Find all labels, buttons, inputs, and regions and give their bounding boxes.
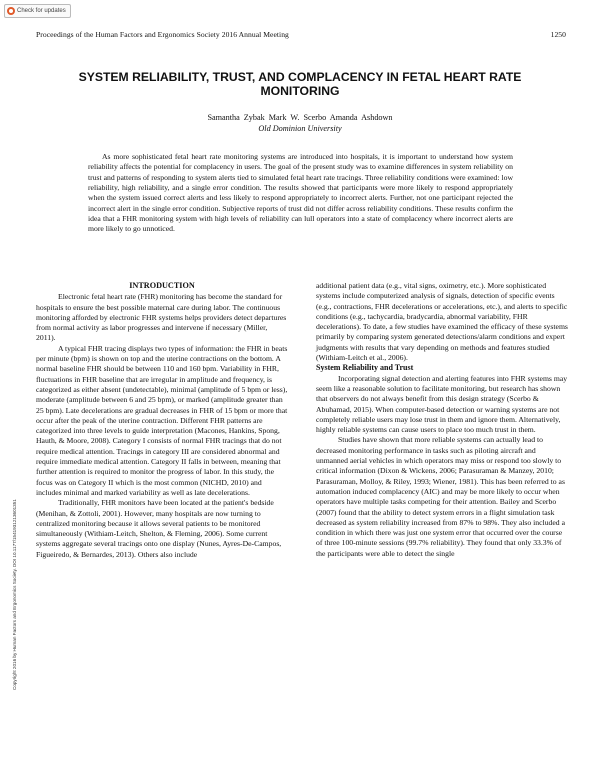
- section-heading-introduction: INTRODUCTION: [129, 281, 195, 290]
- copyright-text: Copyright 2016 by Human Factors and Ergonomics Society. DOI 10.1177/1541931213601351: [12, 499, 17, 690]
- right-paragraph-3: Studies have shown that more reliable systems can actually lead to decreased monitoring performance in tasks such as piloting aircraft and unmanned aerial vehicles in which operators may miss or respond too slowly to critical information (Dixon & Wickens, 2006; Parasuraman & Manzey, 2010; Parasuraman, Molloy, & Riley, 1993; Wiener, 1981). This has been referred to as automation induced complacency (AIC) and may be more likely to occur when operators have multiple tasks competing for their attention. Bailey and Scerbo (2007) found that the ability to detect system errors in a flight simulation task decreased as system reliability increased from 87% to 98%. They also included a condition in which there was just one system error that occurred over the course of three 100-minute sessions (99.7% reliability). They found that only 33.3% of the participants were able to detect the single: [316, 435, 565, 558]
- affiliation: Old Dominion University: [258, 124, 342, 133]
- page-number: 1250: [550, 30, 566, 39]
- abstract: As more sophisticated fetal heart rate monitoring systems are introduced into hospitals, it is important to understand how system reliability affects the potential for complacency in users. The goal of the present study was to examine differences in system reliability on trust and patterns of responding to system alerts tied to simulated fetal heart rate tracings. Three reliability conditions were examined: low reliability, high reliability, and a single error condition. The results showed that participants were more likely to respond appropriately when the system issued correct alerts and less likely to respond appropriately to incorrect alerts. Further, not one participant rejected the incorrect alert in the single error condition. Subjective reports of trust did not differ across reliability conditions. These results confirm the idea that a FHR monitoring system with high levels of reliability can lull operators into a state of complacency where incorrect alerts are more likely to go unnoticed.: [88, 152, 513, 234]
- subsection-heading-reliability-trust: System Reliability and Trust: [316, 363, 414, 373]
- intro-paragraph-2: A typical FHR tracing displays two types of information: the FHR in beats per minute (bpm) is shown on top and the uterine contractions on the bottom. A normal baseline FHR should be between 110 and 160 bpm. Variability in FHR, fluctuations in FHR baseline that are irregular in amplitude and frequency, is categorized as either absent (undetectable), minimal (amplitude of 5 bpm or less), moderate (amplitude between 6 and 25 bpm), or marked (amplitude greater than 25 bpm). Late decelerations are gradual decreases in FHR of 15 bpm or more that occur after the peak of the uterine contraction. Different FHR patterns are categorized into three levels to guide interpretation (Macones, Hankins, Spong, Hauth, & Moore, 2008). Category I consists of normal FHR tracings that do not require medical attention. Tracings in category III are considered abnormal and require immediate medical attention. Category II falls in between, meaning that further attention is required to monitor the progress of labor. In this study, the focus was on Category II which is the most common (NICHD, 2010) and includes minimal and marked variability as well as late decelerations.: [36, 343, 288, 497]
- check-updates-icon: [7, 7, 15, 15]
- right-paragraph-2: Incorporating signal detection and alerting features into FHR systems may seem like a reasonable solution to facilitate monitoring, but research has shown that observers do not always benefit from this design strategy (Scerbo & Abuhamad, 2015). When computer-based detection or warning systems are not completely reliable users may lose trust in them and ignore them. Alternatively, highly reliable systems can cause users to place too much trust in them.: [316, 373, 568, 435]
- running-title: Proceedings of the Human Factors and Ergonomics Society 2016 Annual Meeting: [36, 30, 289, 39]
- running-header: [36, 30, 566, 39]
- author-list: Samantha Zybak Mark W. Scerbo Amanda Ashdown: [207, 113, 393, 122]
- right-paragraph-1: additional patient data (e.g., vital signs, oximetry, etc.). More sophisticated systems include computerized analysis of signals, detection of specific events (e.g., contractions, FHR decelerations or accelerations, etc.), and alerts to specific conditions (e.g., tachycardia, bradycardia, abnormal variability, FHR decelerations). To date, a few studies have examined the efficacy of these systems primarily by comparing system generated detections/alarm conditions and expert judgments with results that vary depending on methods and features studied (Withiam-Leitch et al., 2006).: [316, 281, 568, 363]
- paper-title: SYSTEM RELIABILITY, TRUST, AND COMPLACENCY IN FETAL HEART RATE MONITORING: [78, 70, 522, 98]
- check-for-updates-badge[interactable]: [4, 4, 71, 18]
- badge-label: Check for updates: [17, 8, 66, 14]
- left-column: [36, 281, 288, 560]
- right-column: [316, 281, 568, 559]
- intro-paragraph-3: Traditionally, FHR monitors have been located at the patient's bedside (Menihan, & Zottoli, 2001). However, many hospitals are now turning to centralized monitoring because it allows several patients to be monitored simultaneously (Withiam-Leitch, Shelton, & Fleming, 2006). Some current systems aggregate several tracings onto one display (Nunes, Ayres-De-Campos, Figueiredo, & Bernardes, 2013). Others also include: [36, 498, 282, 559]
- intro-paragraph-1: Electronic fetal heart rate (FHR) monitoring has become the standard for hospitals to ensure the best possible maternal care during labor. The continuous monitoring afforded by electronic FHR systems helps providers detect departures from normal activity as labor progresses and intervene if necessary (Miller, 2011).: [36, 292, 287, 343]
